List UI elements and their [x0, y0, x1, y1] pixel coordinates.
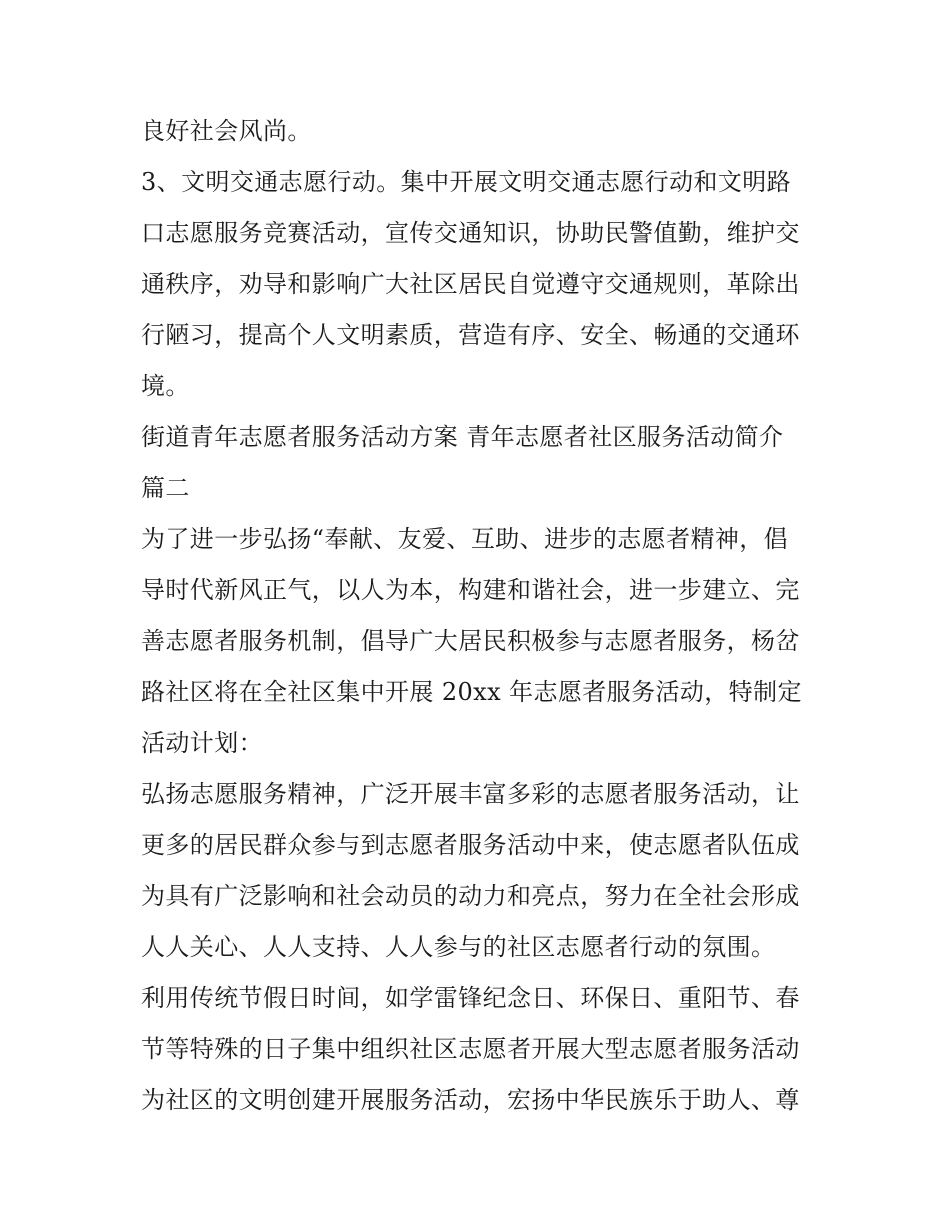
text-line: 通秩序，劝导和影响广大社区居民自觉遵守交通规则，革除出	[141, 270, 800, 298]
text-line: 活动计划：	[141, 729, 263, 757]
text-line: 口志愿服务竞赛活动，宣传交通知识，协助民警值勤，维护交	[141, 219, 800, 247]
text-line: 更多的居民群众参与到志愿者服务活动中来，使志愿者队伍成	[141, 831, 800, 859]
text-line: 节等特殊的日子集中组织社区志愿者开展大型志愿者服务活动	[141, 1035, 800, 1063]
text-line: 行陋习，提高个人文明素质，营造有序、安全、畅通的交通环	[141, 321, 800, 349]
text-line: 人人关心、人人支持、人人参与的社区志愿者行动的氛围。	[141, 933, 776, 961]
text-line: 为社区的文明创建开展服务活动，宏扬中华民族乐于助人、尊	[141, 1086, 800, 1114]
text-line: 路社区将在全社区集中开展 20xx 年志愿者服务活动，特制定	[141, 678, 802, 706]
text-line: 良好社会风尚。	[141, 117, 312, 145]
text-line: 善志愿者服务机制，倡导广大居民积极参与志愿者服务，杨岔	[141, 627, 800, 655]
text-line: 导时代新风正气，以人为本，构建和谐社会，进一步建立、完	[141, 576, 800, 604]
text-line: 弘扬志愿服务精神，广泛开展丰富多彩的志愿者服务活动，让	[141, 780, 800, 808]
document-body	[141, 106, 821, 1126]
text-line: 利用传统节假日时间，如学雷锋纪念日、环保日、重阳节、春	[141, 984, 800, 1012]
text-line: 为了进一步弘扬“奉献、友爱、互助、进步的志愿者精神，倡	[141, 525, 789, 553]
section-title-line: 篇二	[141, 474, 190, 502]
text-line: 为具有广泛影响和社会动员的动力和亮点，努力在全社会形成	[141, 882, 800, 910]
text-line: 境。	[141, 372, 190, 400]
text-line: 3、文明交通志愿行动。集中开展文明交通志愿行动和文明路	[141, 168, 792, 196]
section-title-line: 街道青年志愿者服务活动方案 青年志愿者社区服务活动简介	[141, 423, 784, 451]
